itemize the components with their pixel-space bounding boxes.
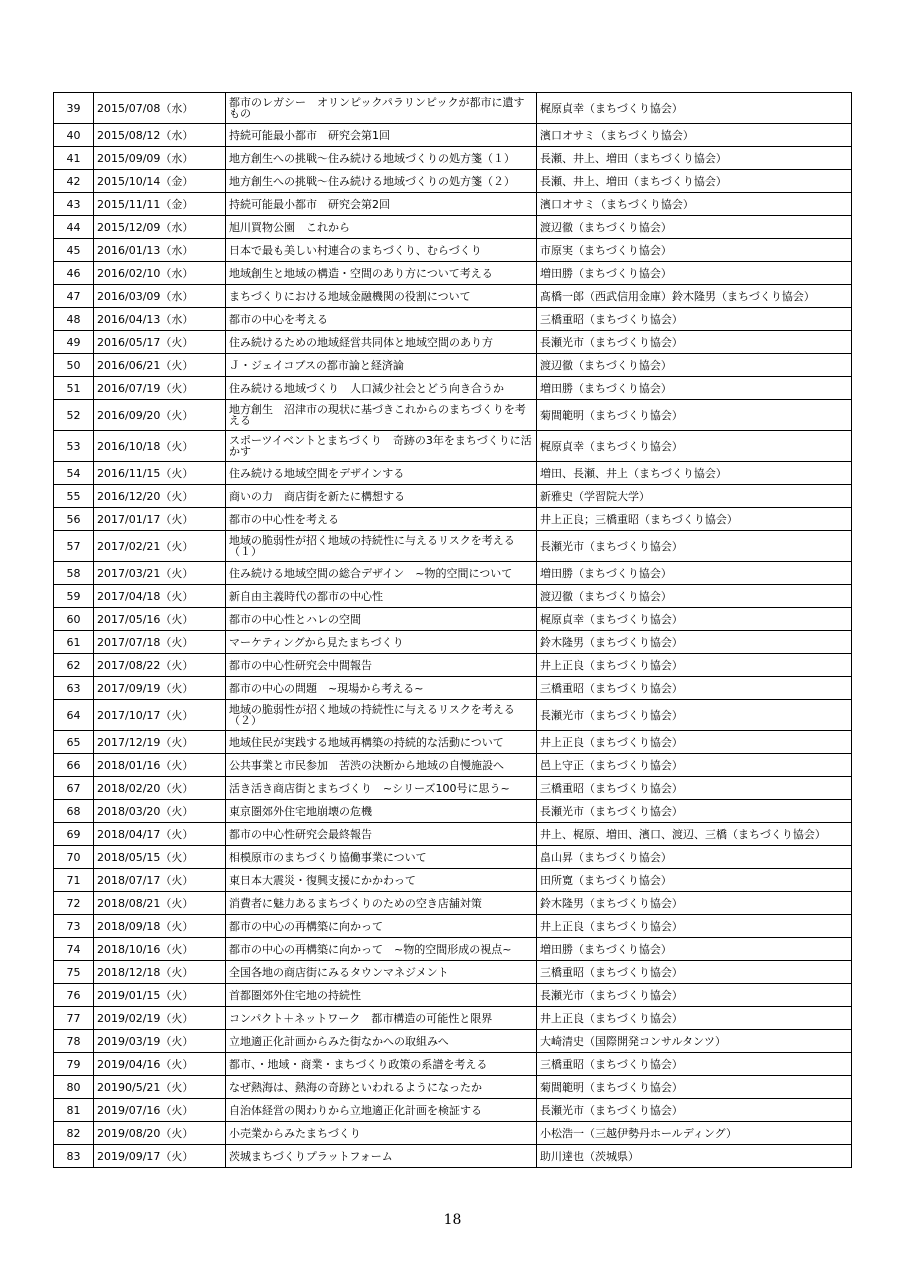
page-number: 18 xyxy=(443,1212,462,1228)
row-number: 73 xyxy=(54,915,94,938)
row-date: 2017/12/19（火） xyxy=(94,731,226,754)
row-date: 2018/10/16（火） xyxy=(94,938,226,961)
row-date: 2019/08/20（火） xyxy=(94,1122,226,1145)
row-speaker: 長瀬、井上、増田（まちづくり協会） xyxy=(537,147,852,170)
row-speaker: 井上正良（まちづくり協会） xyxy=(537,1007,852,1030)
row-number: 78 xyxy=(54,1030,94,1053)
table-row xyxy=(54,654,852,677)
row-title: 都市、・地域・商業・まちづくり政策の系譜を考える xyxy=(226,1053,537,1076)
row-number: 65 xyxy=(54,731,94,754)
row-title: 都市の中心性を考える xyxy=(226,508,537,531)
row-speaker: 長瀬光市（まちづくり協会） xyxy=(537,331,852,354)
row-number: 57 xyxy=(54,531,94,562)
row-date: 2016/05/17（火） xyxy=(94,331,226,354)
row-title: 都市の中心を考える xyxy=(226,308,537,331)
table-row xyxy=(54,869,852,892)
row-title: 日本で最も美しい村連合のまちづくり、むらづくり xyxy=(226,239,537,262)
table-row xyxy=(54,608,852,631)
row-date: 2017/04/18（火） xyxy=(94,585,226,608)
row-title: 住み続ける地域空間の総合デザイン ~物的空間について xyxy=(226,562,537,585)
row-date: 2019/01/15（火） xyxy=(94,984,226,1007)
row-title: 地域住民が実践する地域再構築の持続的な活動について xyxy=(226,731,537,754)
table-row xyxy=(54,216,852,239)
row-speaker: 濱口オサミ（まちづくり協会） xyxy=(537,193,852,216)
row-speaker: 助川達也（茨城県） xyxy=(537,1145,852,1168)
table-row xyxy=(54,961,852,984)
table-row xyxy=(54,239,852,262)
row-speaker: 三橋重昭（まちづくり協会） xyxy=(537,777,852,800)
table-row xyxy=(54,331,852,354)
row-title: 消費者に魅力あるまちづくりのための空き店舗対策 xyxy=(226,892,537,915)
row-speaker: 三橋重昭（まちづくり協会） xyxy=(537,961,852,984)
table-row xyxy=(54,170,852,193)
row-speaker: 増田勝（まちづくり協会） xyxy=(537,562,852,585)
row-speaker: 井上正良（まちづくり協会） xyxy=(537,731,852,754)
row-title: マーケティングから見たまちづくり xyxy=(226,631,537,654)
row-number: 83 xyxy=(54,1145,94,1168)
row-date: 2016/06/21（火） xyxy=(94,354,226,377)
row-title: 地方創生への挑戦〜住み続ける地域づくりの処方箋（２） xyxy=(226,170,537,193)
table-row xyxy=(54,1053,852,1076)
row-speaker: 長瀬光市（まちづくり協会） xyxy=(537,1099,852,1122)
row-number: 40 xyxy=(54,124,94,147)
table-row xyxy=(54,354,852,377)
row-title: 住み続ける地域づくり 人口減少社会とどう向き合うか xyxy=(226,377,537,400)
row-number: 74 xyxy=(54,938,94,961)
row-number: 59 xyxy=(54,585,94,608)
row-speaker: 長瀬光市（まちづくり協会） xyxy=(537,984,852,1007)
row-number: 62 xyxy=(54,654,94,677)
table-row xyxy=(54,400,852,431)
row-number: 41 xyxy=(54,147,94,170)
table-row xyxy=(54,531,852,562)
row-title: 新自由主義時代の都市の中心性 xyxy=(226,585,537,608)
row-number: 52 xyxy=(54,400,94,431)
row-number: 43 xyxy=(54,193,94,216)
row-date: 2018/07/17（火） xyxy=(94,869,226,892)
row-speaker: 渡辺徹（まちづくり協会） xyxy=(537,216,852,239)
row-speaker: 鈴木隆男（まちづくり協会） xyxy=(537,892,852,915)
row-number: 51 xyxy=(54,377,94,400)
row-title: 地方創生 沼津市の現状に基づきこれからのまちづくりを考える xyxy=(226,400,537,431)
row-date: 2017/02/21（火） xyxy=(94,531,226,562)
row-date: 2015/09/09（水） xyxy=(94,147,226,170)
row-speaker: 市原実（まちづくり協会） xyxy=(537,239,852,262)
row-speaker: 田所寛（まちづくり協会） xyxy=(537,869,852,892)
row-number: 77 xyxy=(54,1007,94,1030)
row-title: まちづくりにおける地域金融機関の役割について xyxy=(226,285,537,308)
row-number: 53 xyxy=(54,431,94,462)
row-speaker: 菊間範明（まちづくり協会） xyxy=(537,1076,852,1099)
row-number: 75 xyxy=(54,961,94,984)
row-date: 2018/01/16（火） xyxy=(94,754,226,777)
row-date: 2016/10/18（火） xyxy=(94,431,226,462)
row-speaker: 増田、長瀬、井上（まちづくり協会） xyxy=(537,462,852,485)
row-title: 東日本大震災・復興支援にかかわって xyxy=(226,869,537,892)
row-date: 2019/03/19（火） xyxy=(94,1030,226,1053)
row-speaker: 三橋重昭（まちづくり協会） xyxy=(537,677,852,700)
row-title: なぜ熱海は、熱海の奇跡といわれるようになったか xyxy=(226,1076,537,1099)
row-date: 2017/03/21（火） xyxy=(94,562,226,585)
row-title: 首都圏郊外住宅地の持続性 xyxy=(226,984,537,1007)
row-number: 63 xyxy=(54,677,94,700)
row-date: 2018/12/18（火） xyxy=(94,961,226,984)
row-number: 68 xyxy=(54,800,94,823)
table-row xyxy=(54,124,852,147)
row-speaker: 長瀬光市（まちづくり協会） xyxy=(537,800,852,823)
table-row xyxy=(54,431,852,462)
row-number: 69 xyxy=(54,823,94,846)
row-title: 地域の脆弱性が招く地域の持続性に与えるリスクを考える（１） xyxy=(226,531,537,562)
row-date: 2019/02/19（火） xyxy=(94,1007,226,1030)
seminar-table-body xyxy=(54,93,852,1168)
row-date: 20190/5/21（火） xyxy=(94,1076,226,1099)
row-title: 全国各地の商店街にみるタウンマネジメント xyxy=(226,961,537,984)
row-title: 住み続ける地域空間をデザインする xyxy=(226,462,537,485)
row-title: 自治体経営の関わりから立地適正化計画を検証する xyxy=(226,1099,537,1122)
row-speaker: 邑上守正（まちづくり協会） xyxy=(537,754,852,777)
row-number: 66 xyxy=(54,754,94,777)
row-speaker: 梶原貞幸（まちづくり協会） xyxy=(537,608,852,631)
row-speaker: 濱口オサミ（まちづくり協会） xyxy=(537,124,852,147)
row-speaker: 長瀬光市（まちづくり協会） xyxy=(537,531,852,562)
row-number: 71 xyxy=(54,869,94,892)
row-speaker: 大崎清史（国際開発コンサルタンツ） xyxy=(537,1030,852,1053)
table-row xyxy=(54,1030,852,1053)
table-row xyxy=(54,1007,852,1030)
row-speaker: 長瀬光市（まちづくり協会） xyxy=(537,700,852,731)
row-title: 都市の中心の再構築に向かって ~物的空間形成の視点~ xyxy=(226,938,537,961)
row-title: 相模原市のまちづくり協働事業について xyxy=(226,846,537,869)
row-speaker: 新雅史（学習院大学） xyxy=(537,485,852,508)
row-title: 持続可能最小都市 研究会第1回 xyxy=(226,124,537,147)
table-row xyxy=(54,1122,852,1145)
row-date: 2016/02/10（水） xyxy=(94,262,226,285)
row-date: 2016/11/15（火） xyxy=(94,462,226,485)
row-title: 茨城まちづくりプラットフォーム xyxy=(226,1145,537,1168)
row-number: 55 xyxy=(54,485,94,508)
table-row xyxy=(54,800,852,823)
row-title: 都市の中心性研究会中間報告 xyxy=(226,654,537,677)
row-date: 2017/09/19（火） xyxy=(94,677,226,700)
row-number: 80 xyxy=(54,1076,94,1099)
table-row xyxy=(54,631,852,654)
table-row xyxy=(54,777,852,800)
table-row xyxy=(54,892,852,915)
row-speaker: 増田勝（まちづくり協会） xyxy=(537,262,852,285)
row-date: 2017/05/16（火） xyxy=(94,608,226,631)
table-row xyxy=(54,285,852,308)
row-number: 70 xyxy=(54,846,94,869)
table-row xyxy=(54,193,852,216)
row-number: 47 xyxy=(54,285,94,308)
row-speaker: 井上正良（まちづくり協会） xyxy=(537,654,852,677)
table-row xyxy=(54,485,852,508)
table-row xyxy=(54,585,852,608)
row-date: 2016/01/13（水） xyxy=(94,239,226,262)
row-speaker: 鈴木隆男（まちづくり協会） xyxy=(537,631,852,654)
row-date: 2015/12/09（水） xyxy=(94,216,226,239)
row-number: 72 xyxy=(54,892,94,915)
row-number: 46 xyxy=(54,262,94,285)
row-speaker: 渡辺徹（まちづくり協会） xyxy=(537,585,852,608)
table-row xyxy=(54,462,852,485)
row-title: 都市の中心性研究会最終報告 xyxy=(226,823,537,846)
row-number: 39 xyxy=(54,93,94,124)
row-title: 立地適正化計画からみた街なかへの取組みへ xyxy=(226,1030,537,1053)
row-title: 都市の中心の問題 ~現場から考える~ xyxy=(226,677,537,700)
table-row xyxy=(54,262,852,285)
table-row xyxy=(54,754,852,777)
row-speaker: 小松浩一（三越伊勢丹ホールディング） xyxy=(537,1122,852,1145)
row-speaker: 菊間範明（まちづくり協会） xyxy=(537,400,852,431)
table-row xyxy=(54,984,852,1007)
row-number: 60 xyxy=(54,608,94,631)
row-speaker: 梶原貞幸（まちづくり協会） xyxy=(537,93,852,124)
row-speaker: 三橋重昭（まちづくり協会） xyxy=(537,308,852,331)
row-number: 54 xyxy=(54,462,94,485)
row-number: 50 xyxy=(54,354,94,377)
row-number: 61 xyxy=(54,631,94,654)
table-row xyxy=(54,147,852,170)
row-date: 2017/10/17（火） xyxy=(94,700,226,731)
row-date: 2016/07/19（火） xyxy=(94,377,226,400)
row-number: 45 xyxy=(54,239,94,262)
row-date: 2018/08/21（火） xyxy=(94,892,226,915)
table-row xyxy=(54,562,852,585)
row-date: 2018/02/20（火） xyxy=(94,777,226,800)
row-number: 56 xyxy=(54,508,94,531)
row-date: 2018/03/20（火） xyxy=(94,800,226,823)
row-title: 東京圏郊外住宅地崩壊の危機 xyxy=(226,800,537,823)
row-title: 住み続けるための地域経営共同体と地域空間のあり方 xyxy=(226,331,537,354)
row-date: 2019/07/16（火） xyxy=(94,1099,226,1122)
table-row xyxy=(54,823,852,846)
row-speaker: 渡辺徹（まちづくり協会） xyxy=(537,354,852,377)
seminar-table xyxy=(53,92,852,1168)
row-date: 2017/01/17（火） xyxy=(94,508,226,531)
table-row xyxy=(54,308,852,331)
row-title: 地域の脆弱性が招く地域の持続性に与えるリスクを考える（２） xyxy=(226,700,537,731)
row-title: Ｊ・ジェイコブスの都市論と経済論 xyxy=(226,354,537,377)
row-speaker: 梶原貞幸（まちづくり協会） xyxy=(537,431,852,462)
row-date: 2017/07/18（火） xyxy=(94,631,226,654)
row-number: 67 xyxy=(54,777,94,800)
row-number: 79 xyxy=(54,1053,94,1076)
row-date: 2016/04/13（水） xyxy=(94,308,226,331)
row-title: 都市の中心性とハレの空間 xyxy=(226,608,537,631)
row-title: 地域創生と地域の構造・空間のあり方について考える xyxy=(226,262,537,285)
row-number: 64 xyxy=(54,700,94,731)
row-speaker: 三橋重昭（まちづくり協会） xyxy=(537,1053,852,1076)
table-row xyxy=(54,1145,852,1168)
row-title: 旭川買物公園 これから xyxy=(226,216,537,239)
table-row xyxy=(54,846,852,869)
row-date: 2015/07/08（水） xyxy=(94,93,226,124)
table-row xyxy=(54,731,852,754)
row-date: 2017/08/22（火） xyxy=(94,654,226,677)
table-row xyxy=(54,938,852,961)
row-title: スポーツイベントとまちづくり 奇跡の3年をまちづくりに活かす xyxy=(226,431,537,462)
row-date: 2016/03/09（水） xyxy=(94,285,226,308)
table-row xyxy=(54,915,852,938)
row-title: 持続可能最小都市 研究会第2回 xyxy=(226,193,537,216)
table-row xyxy=(54,377,852,400)
row-speaker: 井上正良（まちづくり協会） xyxy=(537,915,852,938)
row-title: 公共事業と市民参加 苦渋の決断から地域の自慢施設へ xyxy=(226,754,537,777)
row-number: 58 xyxy=(54,562,94,585)
row-date: 2016/09/20（火） xyxy=(94,400,226,431)
table-row xyxy=(54,1076,852,1099)
row-title: 活き活き商店街とまちづくり ~シリーズ100号に思う~ xyxy=(226,777,537,800)
row-number: 48 xyxy=(54,308,94,331)
row-number: 49 xyxy=(54,331,94,354)
row-number: 81 xyxy=(54,1099,94,1122)
row-number: 44 xyxy=(54,216,94,239)
row-date: 2018/09/18（火） xyxy=(94,915,226,938)
row-speaker: 髙橋一郎（西武信用金庫）鈴木隆男（まちづくり協会） xyxy=(537,285,852,308)
row-date: 2019/09/17（火） xyxy=(94,1145,226,1168)
row-date: 2015/10/14（金） xyxy=(94,170,226,193)
row-speaker: 長瀬、井上、増田（まちづくり協会） xyxy=(537,170,852,193)
row-speaker: 増田勝（まちづくり協会） xyxy=(537,938,852,961)
row-speaker: 増田勝（まちづくり協会） xyxy=(537,377,852,400)
row-title: 地方創生への挑戦〜住み続ける地域づくりの処方箋（１） xyxy=(226,147,537,170)
row-number: 76 xyxy=(54,984,94,1007)
table-row xyxy=(54,508,852,531)
row-date: 2015/11/11（金） xyxy=(94,193,226,216)
row-speaker: 井上正良；三橋重昭（まちづくり協会） xyxy=(537,508,852,531)
row-title: 商いの力 商店街を新たに構想する xyxy=(226,485,537,508)
row-date: 2015/08/12（水） xyxy=(94,124,226,147)
row-number: 82 xyxy=(54,1122,94,1145)
row-date: 2019/04/16（火） xyxy=(94,1053,226,1076)
table-row xyxy=(54,677,852,700)
row-date: 2016/12/20（火） xyxy=(94,485,226,508)
row-date: 2018/05/15（火） xyxy=(94,846,226,869)
row-speaker: 畠山昇（まちづくり協会） xyxy=(537,846,852,869)
table-row xyxy=(54,1099,852,1122)
row-title: 小売業からみたまちづくり xyxy=(226,1122,537,1145)
row-title: コンパクト＋ネットワーク 都市構造の可能性と限界 xyxy=(226,1007,537,1030)
row-title: 都市のレガシー オリンピックパラリンピックが都市に遺すもの xyxy=(226,93,537,124)
table-row xyxy=(54,93,852,124)
row-title: 都市の中心の再構築に向かって xyxy=(226,915,537,938)
row-number: 42 xyxy=(54,170,94,193)
table-row xyxy=(54,700,852,731)
row-date: 2018/04/17（火） xyxy=(94,823,226,846)
row-speaker: 井上、梶原、増田、濱口、渡辺、三橋（まちづくり協会） xyxy=(537,823,852,846)
